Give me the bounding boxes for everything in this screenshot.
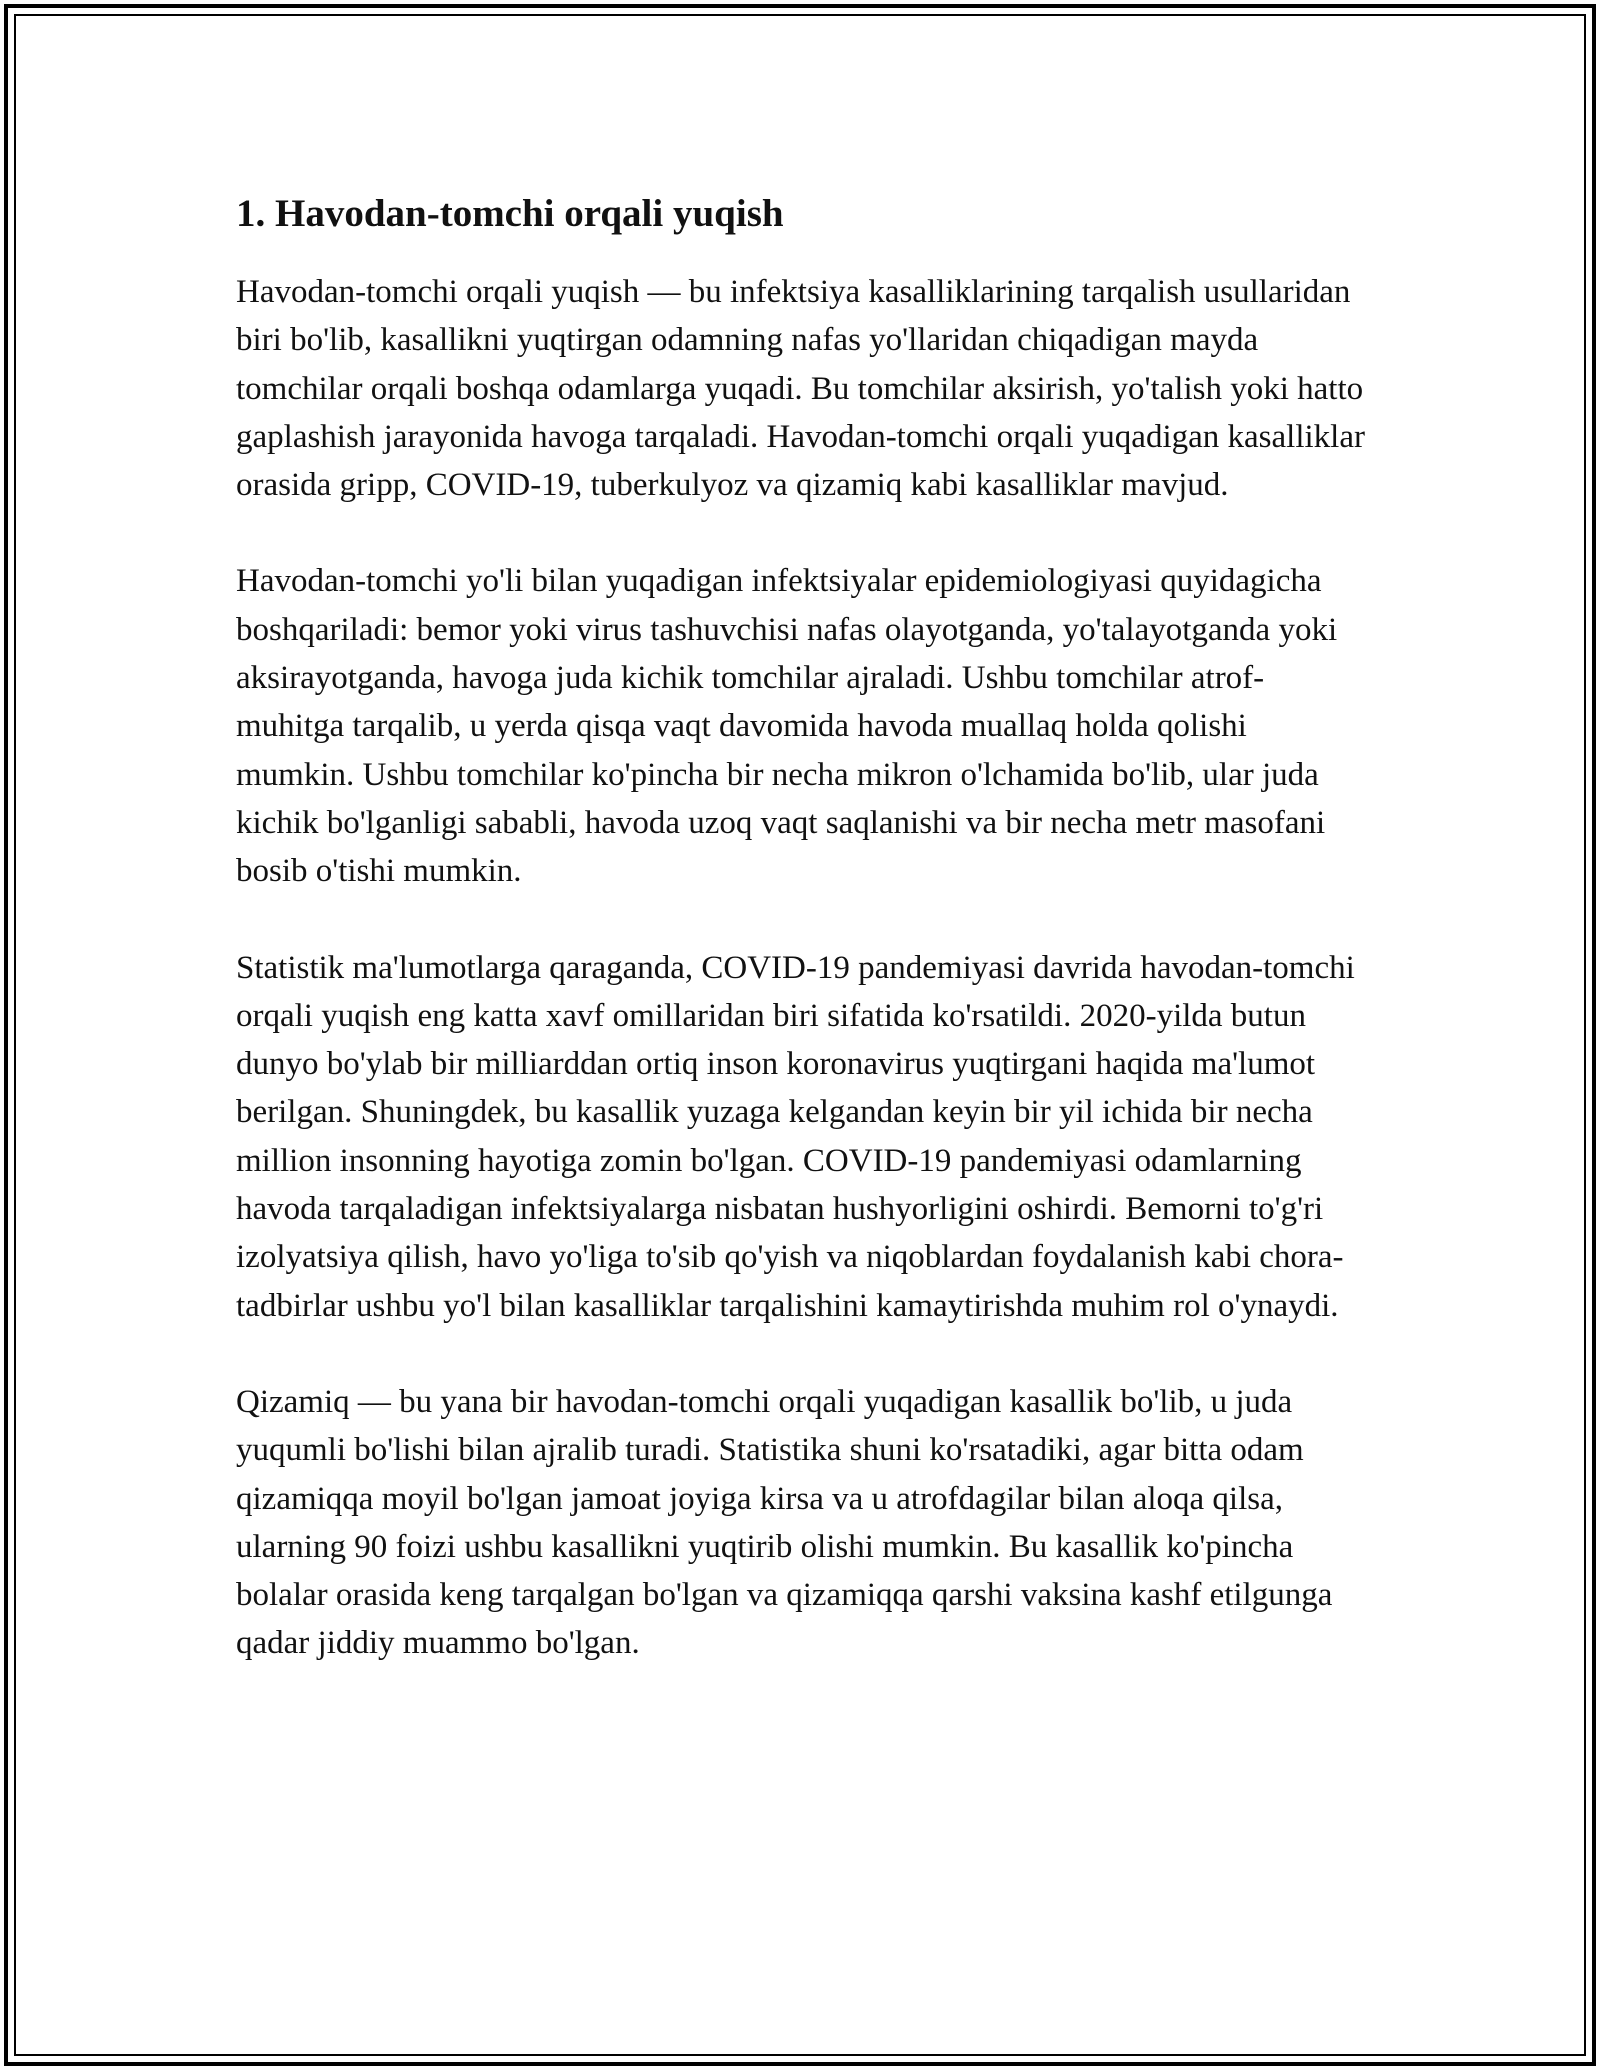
- paragraph-3: Statistik ma'lumotlarga qaraganda, COVID-19 pandemiyasi davrida havodan-tomchi orqali yuqish eng katta xavf omillaridan biri sifatida ko'rsatildi. 2020-yilda butun dunyo bo'ylab bir milliarddan ortiq inson koronavirus yuqtirgani haqida ma'lumot berilgan. Shuningdek, bu kasallik yuzaga kelgandan keyin bir yil ichida bir necha million insonning hayotiga zomin bo'lgan. COVID-19 pandemiyasi odamlarning havoda tarqaladigan infektsiyalarga nisbatan hushyorligini oshirdi. Bemorni to'g'ri izolyatsiya qilish, havo yo'liga to'sib qo'yish va niqoblardan foydalanish kabi chora-tadbirlar ushbu yo'l bilan kasalliklar tarqalishini kamaytirishda muhim rol o'ynaydi.: [236, 949, 1355, 1324]
- paragraph-4: Qizamiq — bu yana bir havodan-tomchi orqali yuqadigan kasallik bo'lib, u juda yuqumli bo'lishi bilan ajralib turadi. Statistika shuni ko'rsatadiki, agar bitta odam qizamiqqa moyil bo'lgan jamoat joyiga kirsa va u atrofdagilar bilan aloqa qilsa, ularning 90 foizi ushbu kasallikni yuqtirib olishi mumkin. Bu kasallik ko'pincha bolalar orasida keng tarqalgan bo'lgan va qizamiqqa qarshi vaksina kashf etilgunga qadar jiddiy muammo bo'lgan.: [236, 1383, 1333, 1662]
- paragraph-2: Havodan-tomchi yo'li bilan yuqadigan infektsiyalar epidemiologiyasi quyidagicha boshqariladi: bemor yoki virus tashuvchisi nafas olayotganda, yo'talayotganda yoki aksirayotganda, havoga juda kichik tomchilar ajraladi. Ushbu tomchilar atrof-muhitga tarqalib, u yerda qisqa vaqt davomida havoda muallaq holda qolishi mumkin. Ushbu tomchilar ko'pincha bir necha mikron o'lchamida bo'lib, ular juda kichik bo'lganligi sababli, havoda uzoq vaqt saqlanishi va bir necha metr masofani bosib o'tishi mumkin.: [236, 563, 1338, 890]
- document-body: [236, 186, 1366, 1716]
- section-heading: 1. Havodan-tomchi orqali yuqish: [236, 192, 784, 235]
- paragraph-1: Havodan-tomchi orqali yuqish — bu infektsiya kasalliklarining tarqalish usullaridan biri bo'lib, kasallikni yuqtirgan odamning nafas yo'llaridan chiqadigan mayda tomchilar orqali boshqa odamlarga yuqadi. Bu tomchilar aksirish, yo'talish yoki hatto gaplashish jarayonida havoga tarqaladi. Havodan-tomchi orqali yuqadigan kasalliklar orasida gripp, COVID-19, tuberkulyoz va qizamiq kabi kasalliklar mavjud.: [236, 274, 1365, 504]
